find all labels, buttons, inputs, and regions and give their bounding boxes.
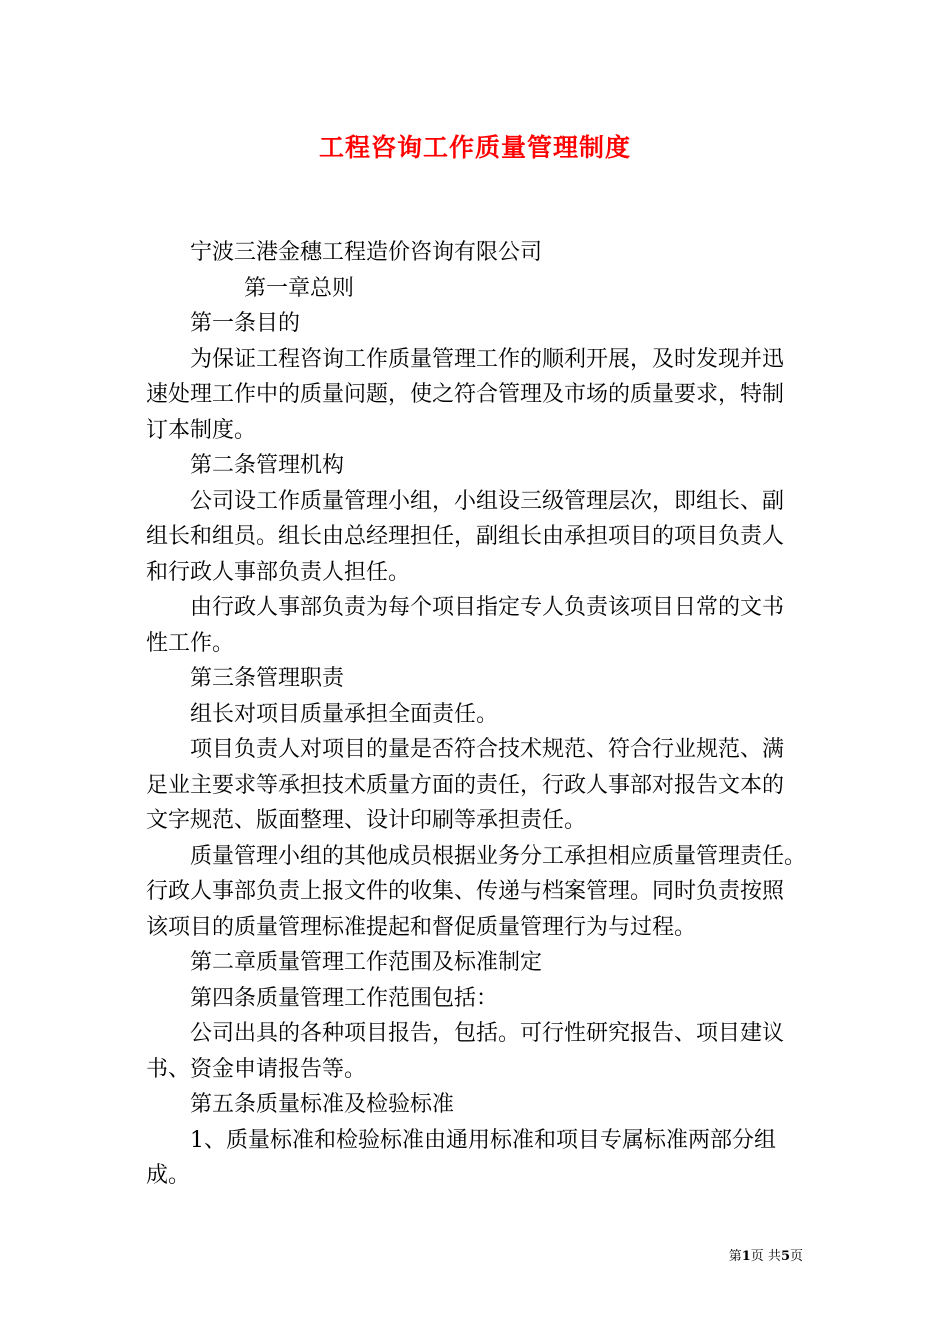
text-line: 公司设工作质量管理小组，小组设三级管理层次，即组长、副 xyxy=(190,488,785,514)
text-line: 宁波三港金穗工程造价咨询有限公司 xyxy=(190,240,543,265)
text-line: 文字规范、版面整理、设计印刷等承担责任。 xyxy=(146,808,587,833)
text-line: 订本制度。 xyxy=(146,417,257,443)
text-line: 由行政人事部负责为每个项目指定专人负责该项目日常的文书 xyxy=(190,595,785,620)
text-line: 第三条管理职责 xyxy=(190,666,345,691)
text-line: 第一章总则 xyxy=(244,275,355,301)
footer-suffix: 页 xyxy=(789,1249,803,1264)
text-line: 第五条质量标准及检验标准 xyxy=(190,1092,455,1117)
page-footer xyxy=(729,1248,803,1266)
text-line: 第二条管理机构 xyxy=(190,453,345,478)
text-line: 成。 xyxy=(146,1163,191,1188)
text-line: 第四条质量管理工作范围包括： xyxy=(190,985,499,1011)
footer-prefix: 第 xyxy=(728,1249,742,1264)
text-line: 1、质量标准和检验标准由通用标准和项目专属标准两部分组 xyxy=(190,1127,776,1153)
text-line: 性工作。 xyxy=(146,630,235,656)
text-line: 速处理工作中的质量问题，使之符合管理及市场的质量要求，特制 xyxy=(146,382,785,407)
footer-total-pages: 5 xyxy=(780,1249,790,1264)
text-line: 行政人事部负责上报文件的收集、传递与档案管理。同时负责按照 xyxy=(146,879,785,904)
text-line: 公司出具的各种项目报告，包括。可行性研究报告、项目建议 xyxy=(190,1021,785,1046)
text-line: 足业主要求等承担技术质量方面的责任，行政人事部对报告文本的 xyxy=(146,772,785,798)
text-line: 第一条目的 xyxy=(190,311,301,336)
footer-middle: 页 共 xyxy=(750,1249,781,1264)
text-line: 质量管理小组的其他成员根据业务分工承担相应质量管理责任。 xyxy=(190,843,807,869)
text-line: 书、资金申请报告等。 xyxy=(146,1056,367,1082)
document-title: 工程咨询工作质量管理制度 xyxy=(318,133,631,162)
text-line: 第二章质量管理工作范围及标准制定 xyxy=(190,950,543,975)
text-line: 组长和组员。组长由总经理担任，副组长由承担项目的项目负责人 xyxy=(146,524,785,549)
text-line: 项目负责人对项目的量是否符合技术规范、符合行业规范、满 xyxy=(190,737,785,762)
text-line: 该项目的质量管理标准提起和督促质量管理行为与过程。 xyxy=(146,914,697,940)
text-line: 和行政人事部负责人担任。 xyxy=(146,559,411,585)
text-line: 组长对项目质量承担全面责任。 xyxy=(190,701,499,727)
document-body xyxy=(146,235,818,1194)
text-line: 为保证工程咨询工作质量管理工作的顺利开展，及时发现并迅 xyxy=(190,346,785,372)
footer-current-page: 1 xyxy=(741,1249,751,1264)
